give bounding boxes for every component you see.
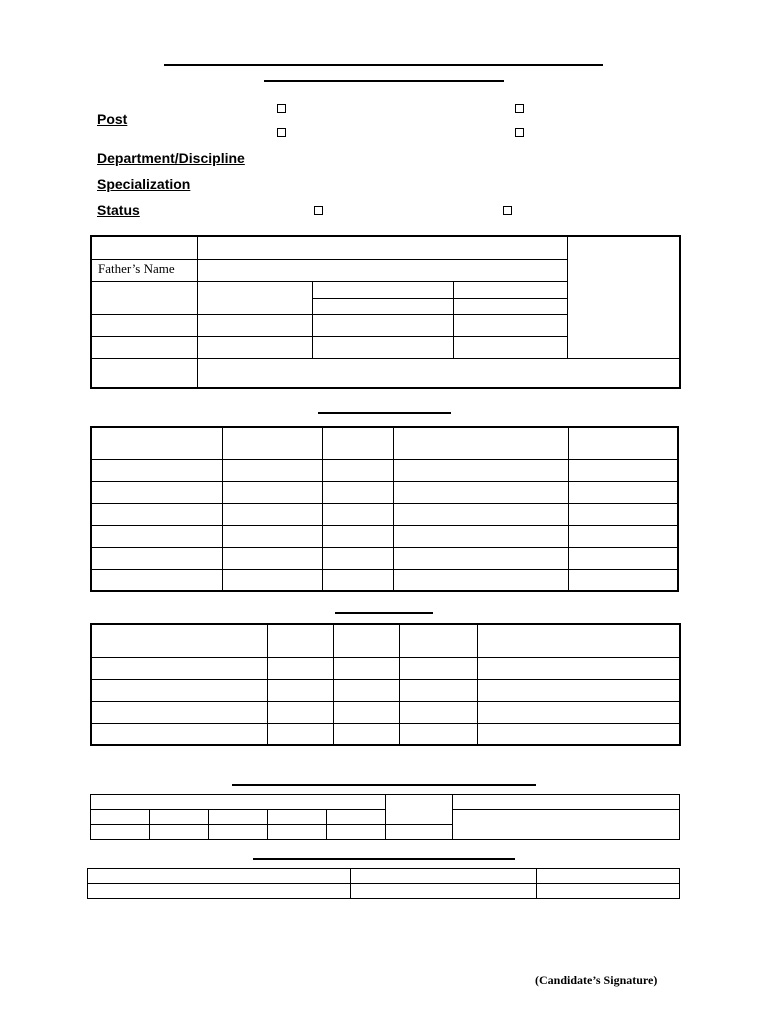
- scores-table: [90, 794, 680, 840]
- name-value-cell[interactable]: [197, 236, 567, 259]
- scores-header-cell: [91, 795, 386, 810]
- status-label: Status: [97, 202, 140, 218]
- table-header-row: [91, 624, 680, 657]
- scores-subheader-cell: [268, 810, 327, 825]
- address-label-cell: [91, 358, 197, 388]
- detail-value-cell[interactable]: [197, 336, 312, 358]
- post-option-4-checkbox[interactable]: [515, 128, 524, 137]
- detail-split-cell-a[interactable]: [312, 281, 453, 314]
- candidate-signature-label: (Candidate’s Signature): [535, 973, 658, 987]
- table-row[interactable]: [91, 503, 678, 525]
- subtitle-rule: [264, 80, 504, 82]
- scores-subheader-cell: [327, 810, 386, 825]
- table-row[interactable]: [91, 525, 678, 547]
- section-heading-rule-experience: [335, 612, 433, 614]
- table-header-row: [91, 427, 678, 459]
- final-table: [87, 868, 680, 899]
- detail-value-cell[interactable]: [453, 314, 567, 336]
- table-row[interactable]: [91, 569, 678, 591]
- section-heading-rule-final: [253, 858, 515, 860]
- name-label-cell: [91, 236, 197, 259]
- detail-value-cell[interactable]: [453, 336, 567, 358]
- table-row[interactable]: [91, 679, 680, 701]
- table-row[interactable]: [91, 481, 678, 503]
- table-row[interactable]: [91, 459, 678, 481]
- status-option-1-checkbox[interactable]: [314, 206, 323, 215]
- address-value-cell[interactable]: [197, 358, 680, 388]
- status-option-2-checkbox[interactable]: [503, 206, 512, 215]
- fathers-name-value-cell[interactable]: [197, 259, 567, 281]
- detail-value-cell[interactable]: [197, 314, 312, 336]
- section-heading-rule-education: [318, 412, 451, 414]
- title-rule: [164, 64, 603, 66]
- personal-details-table: [90, 235, 681, 389]
- education-table: [90, 426, 679, 592]
- table-row[interactable]: [91, 547, 678, 569]
- department-label: Department/Discipline: [97, 150, 245, 166]
- detail-split-cell-b[interactable]: [453, 281, 567, 314]
- experience-table: [90, 623, 681, 746]
- scores-remarks-value-cell[interactable]: [453, 810, 680, 840]
- table-row[interactable]: [91, 701, 680, 723]
- photo-box: [567, 236, 680, 358]
- detail-value-cell[interactable]: [312, 314, 453, 336]
- scores-total-header-cell: [386, 795, 453, 825]
- scores-subheader-cell: [91, 810, 150, 825]
- post-label: Post: [97, 111, 128, 127]
- scores-subheader-cell: [150, 810, 209, 825]
- scores-subheader-cell: [209, 810, 268, 825]
- post-option-2-checkbox[interactable]: [515, 104, 524, 113]
- post-option-3-checkbox[interactable]: [277, 128, 286, 137]
- detail-value-cell[interactable]: [312, 336, 453, 358]
- section-heading-rule-scores: [232, 784, 536, 786]
- table-row[interactable]: [88, 884, 680, 899]
- detail-label-cell: [91, 336, 197, 358]
- detail-label-cell: [91, 314, 197, 336]
- detail-value-cell[interactable]: [197, 281, 312, 314]
- table-row[interactable]: [91, 657, 680, 679]
- table-row[interactable]: [91, 723, 680, 745]
- specialization-label: Specialization: [97, 176, 191, 192]
- fathers-name-label: Father’s Name: [91, 259, 197, 281]
- scores-remarks-header-cell: [453, 795, 680, 810]
- detail-label-cell: [91, 281, 197, 314]
- post-option-1-checkbox[interactable]: [277, 104, 286, 113]
- table-header-row: [88, 869, 680, 884]
